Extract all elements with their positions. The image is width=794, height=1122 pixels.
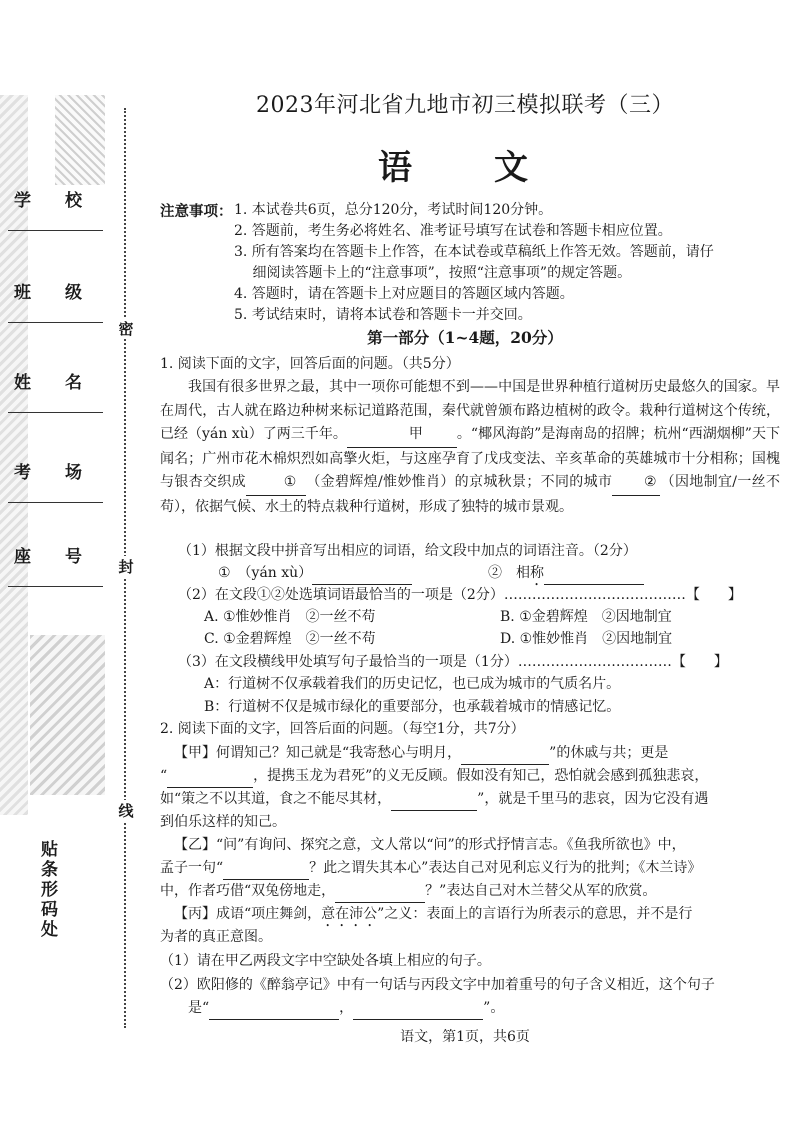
blank-jia[interactable]: 甲 [347,423,457,448]
exam-title: 2023年河北省九地市初三模拟联考（三） [256,93,674,118]
answer-blank[interactable] [391,788,477,811]
option-c: C. ①金碧辉煌 ②一丝不苟 [204,631,376,647]
q2-yi-line [160,880,656,903]
seal-mark-feng: 封 [118,558,134,576]
q1-sub1: （1）根据文段中拼音写出相应的词语，给文段中加点的词语注音。（2分） [178,543,637,559]
option-d: D. ①惟妙惟肖 ②因地制宜 [500,631,673,647]
q1-sub3: （3）在文段横线甲处填写句子最恰当的一项是（1分）……………………………【 】 [178,654,728,670]
q2-jia-line: 到伯乐这样的知己。 [160,814,286,830]
answer-blank[interactable] [353,997,483,1020]
page-footer: 语文，第1页，共6页 [400,1029,530,1045]
q2-text: “ [160,768,168,784]
q1-text: （金碧辉煌/惟妙惟肖）的京城秋景；不同的城市 [305,474,613,490]
school-label: 学 校 [14,191,82,211]
exam-room-label: 考 场 [14,463,82,483]
q2-text: ？”表达自己对木兰替父从军的欣赏。 [425,883,657,899]
q2-text: ”之义：表面上的言语行为所表示的意思，并不是行 [377,906,693,922]
q2-text: 是“ [188,1000,210,1016]
q2-sub1: （1）请在甲乙两段文字中空缺处各填上相应的句子。 [160,953,491,969]
q2-sub2: （2）欧阳修的《醉翁亭记》中有一句话与丙段文字中加着重号的句子含义相近，这个句子 [160,977,715,993]
option-a: A：行道树不仅承载着我们的历史记忆，也已成为城市的气质名片。 [204,676,621,692]
notice-item: 3. 所有答案均在答题卡上作答，在本试卷或草稿纸上作答无效。答题前，请仔 [234,244,714,260]
answer-blank[interactable] [461,742,549,765]
q2-text: ， [339,1000,354,1016]
seal-mark-mi: 密 [118,320,134,338]
answer-blank[interactable] [544,562,644,585]
q2-sub2-answer-line [188,997,504,1020]
q2-text: ”。 [483,1000,505,1016]
notice-item: 细阅读答题卡上的“注意事项”，按照“注意事项”的规定答题。 [234,265,632,281]
notice-heading: 注意事项： [160,203,233,220]
q1-text: （因地制宜/一丝不苟），依据气候、水土的特点栽种行道树，形成了独特的城市景观。 [160,474,781,515]
q2-text: 【甲】何谓知己？知己就是“我寄愁心与明月， [174,745,462,761]
q2-yi-line [160,857,701,880]
q2-text: ”的休戚与共；更是 [549,745,669,761]
q2-text: 中，作者巧借“双兔傍地走， [160,883,336,899]
name-field[interactable] [8,362,103,413]
part-heading: 第一部分（1~4题，20分） [367,328,563,347]
q1-text: 。“椰风海韵”是海南岛的招牌；杭州“西湖烟柳”天下闻名；广州市花木棉炽烈如高擎火炬，与这座孕育了戊戌变法、辛亥革命的英雄城市十分相称；国槐与银杏交织成 [160,426,780,490]
q1-text: 我国有很多世界之最，其中一项你可能想不到——中国是世界种植行道树历史最悠久的国家。早在周代，古人就在路边种树来标记道路范围，秦代就曾颁布路边植树的政令。栽种行道树这个传统，已经（yán xù）了两三千年。 [160,379,780,442]
school-field[interactable] [8,180,103,231]
answer-blank[interactable] [223,857,309,880]
class-field[interactable] [8,272,103,323]
q1-sub1-a-label: ① （yán xù） [218,565,313,581]
q2-text: ？此之谓失其本心”表达自己对见利忘义行为的批判；《木兰诗》 [309,860,702,876]
q2-stem: 2. 阅读下面的文字，回答后面的问题。（每空1分，共7分） [160,721,525,737]
q2-yi-line: 【乙】“问”有询问、探究之意，文人常以“问”的形式抒情言志。《鱼我所欲也》中， [174,837,686,853]
q2-text: 【丙】成语“项庄舞剑， [174,906,322,922]
notice-item: 4. 答题时，请在答题卡上对应题目的答题区域内答题。 [234,286,574,302]
q2-text: 孟子一句“ [160,860,224,876]
seat-number-label: 座 号 [14,547,82,567]
emphasized-phrase: 意在沛公 [321,906,378,922]
q2-text: ，提携玉龙为君死”的义无反顾。假如没有知己，恐怕就会感到孤独悲哀， [253,768,709,784]
q1-sub1-b-label: ② 相 [488,565,530,581]
q2-jia-line [160,788,708,811]
q2-bing-line: 为者的真正意图。 [160,929,272,945]
q1-stem: 1. 阅读下面的文字，回答后面的问题。（共5分） [160,356,460,372]
binding-texture-bottom [30,635,105,795]
option-a: A. ①惟妙惟肖 ②一丝不苟 [204,609,376,625]
seat-number-field[interactable] [8,536,103,587]
subject-title: 语 文 [378,148,552,188]
binding-texture-top [55,95,105,185]
emphasized-char: 称 [530,565,544,581]
q1-sub2: （2）在文段①②处选填词语最恰当的一项是（2分）…………………………………【 】 [178,587,742,603]
q2-text: ”，就是千里马的悲哀，因为它没有遇 [477,791,709,807]
seal-mark-xian: 线 [118,802,134,820]
answer-blank[interactable] [167,765,253,788]
q2-text: 如“策之不以其道，食之不能尽其材， [160,791,392,807]
barcode-area[interactable]: 贴条形码处 [37,840,57,940]
q2-jia-line [160,765,708,788]
notice-item: 1. 本试卷共6页，总分120分，考试时间120分钟。 [234,202,553,218]
option-b: B：行道树不仅是城市绿化的重要部分，也承载着城市的情感记忆。 [204,699,621,715]
answer-blank[interactable] [209,997,339,1020]
q1-passage [160,376,780,519]
notice-item: 2. 答题前，考生务必将姓名、准考证号填写在试卷和答题卡相应位置。 [234,223,672,239]
answer-blank[interactable] [312,562,412,585]
blank-2[interactable]: ② [612,471,660,496]
exam-room-field[interactable] [8,452,103,503]
notice-item: 5. 考试结束时，请将本试卷和答题卡一并交回。 [234,307,532,323]
name-label: 姓 名 [14,373,82,393]
q1-sub1-item-a [218,562,412,585]
q2-jia-line [174,742,668,765]
binding-strip [0,0,110,1122]
class-label: 班 级 [14,283,82,303]
option-b: B. ①金碧辉煌 ②因地制宜 [500,609,672,625]
answer-blank[interactable] [335,880,425,903]
blank-1[interactable]: ① [246,471,306,496]
